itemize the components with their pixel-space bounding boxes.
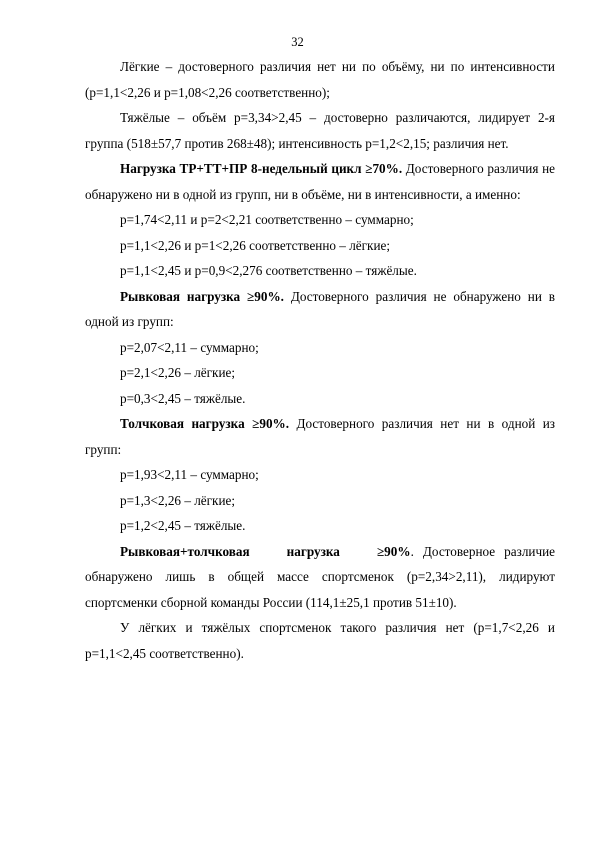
paragraph-light-heavy: У лёгких и тяжёлых спортсменок такого различия нет (р=1,7<2,26 и р=1,1<2,45 соответственно). <box>85 620 555 661</box>
page-number: 32 <box>291 35 304 49</box>
paragraph-snatch <box>85 284 555 335</box>
heading-snatch: Рывковая нагрузка ≥90%. <box>120 288 284 304</box>
paragraph-load-8-week <box>85 156 555 207</box>
paragraph-light: Лёгкие – достоверного различия нет ни по объёму, ни по интенсивности (р=1,1<2,26 и р=1,08<2,26 соответственно); <box>85 59 555 100</box>
heading-clean-jerk: Толчковая нагрузка ≥90%. <box>120 416 290 431</box>
paragraph-snatch-clean-jerk-text: . Достоверное различие обнаружено лишь в общей массе спортсменок (р=2,34>2,11), лидируют спортсменки сборной команды России (114,1±25,1 против 51±10). <box>85 543 555 610</box>
paragraph-heavy: Тяжёлые – объём р=3,34>2,45 – достоверно различаются, лидирует 2-я группа (518±57,7 против 268±48); интенсивность р=1,2<2,15; различия нет. <box>85 110 555 151</box>
list-item: р=1,1<2,26 и р=1<2,26 соответственно – лёгкие; <box>120 237 391 253</box>
document-body <box>85 54 555 666</box>
list-item: р=2,1<2,26 – лёгкие; <box>120 365 236 380</box>
list-item: р=1,2<2,45 – тяжёлые. <box>120 518 246 533</box>
list-item: р=0,3<2,45 – тяжёлые. <box>120 390 246 406</box>
paragraph-snatch-text: Достоверного различия не обнаружено ни в одной из групп: <box>85 288 555 329</box>
paragraph-clean-jerk <box>85 411 555 462</box>
list-item: р=1,1<2,45 и р=0,9<2,276 соответственно – тяжёлые. <box>120 263 417 278</box>
paragraph-load-8-week-text: Достоверного различия не обнаружено ни в одной из групп, ни в объёме, ни в интенсивности, а именно: <box>85 161 555 202</box>
heading-load-8-week: Нагрузка ТР+ТТ+ПР 8-недельный цикл ≥70%. <box>120 161 403 176</box>
list-item: р=1,74<2,11 и р=2<2,21 соответственно – суммарно; <box>120 212 414 227</box>
list-item: р=2,07<2,11 – суммарно; <box>120 339 259 355</box>
list-item: р=1,3<2,26 – лёгкие; <box>120 492 236 508</box>
list-item: р=1,93<2,11 – суммарно; <box>120 467 259 482</box>
paragraph-clean-jerk-text: Достоверного различия нет ни в одной из групп: <box>85 416 555 457</box>
heading-snatch-clean-jerk: Рывковая+толчковая нагрузка ≥90% <box>120 543 411 559</box>
paragraph-snatch-clean-jerk <box>85 539 555 616</box>
